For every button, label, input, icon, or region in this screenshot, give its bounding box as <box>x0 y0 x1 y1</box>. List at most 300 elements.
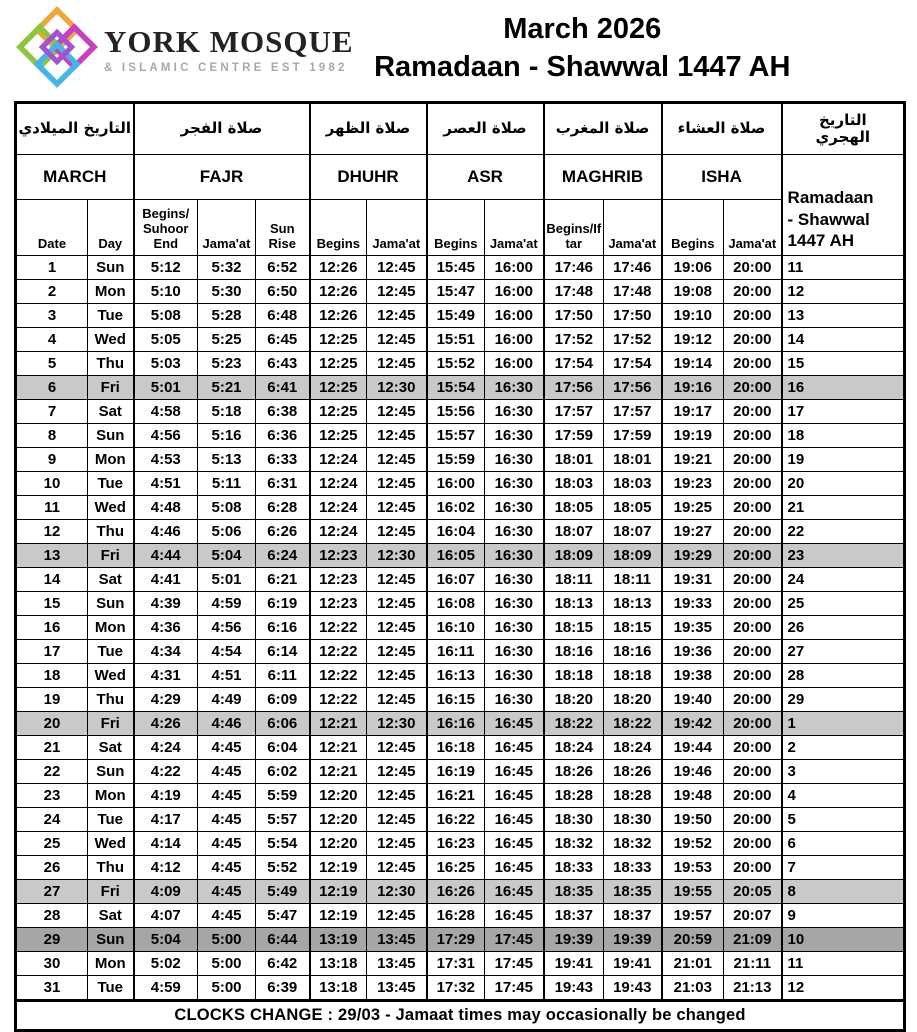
header-isha-jamaat: Jama'at <box>724 200 782 256</box>
cell-isha-begins: 19:10 <box>662 304 724 328</box>
cell-dhuhr-begins: 12:21 <box>310 760 367 784</box>
cell-maghrib-begins: 18:16 <box>544 640 604 664</box>
cell-dhuhr-jamaat: 13:45 <box>367 952 427 976</box>
cell-dhuhr-begins: 12:25 <box>310 424 367 448</box>
cell-sunrise: 6:28 <box>256 496 310 520</box>
cell-asr-jamaat: 16:00 <box>485 256 544 280</box>
cell-dhuhr-begins: 12:22 <box>310 616 367 640</box>
cell-fajr-begins: 4:12 <box>134 856 198 880</box>
cell-day: Tue <box>88 472 134 496</box>
cell-fajr-begins: 4:59 <box>134 976 198 1001</box>
cell-asr-begins: 16:21 <box>427 784 485 808</box>
cell-fajr-jamaat: 5:21 <box>198 376 256 400</box>
cell-sunrise: 5:54 <box>256 832 310 856</box>
cell-isha-begins: 19:23 <box>662 472 724 496</box>
cell-maghrib-jamaat: 18:22 <box>604 712 662 736</box>
cell-maghrib-begins: 18:37 <box>544 904 604 928</box>
cell-sunrise: 6:41 <box>256 376 310 400</box>
cell-date: 5 <box>16 352 88 376</box>
cell-dhuhr-begins: 12:22 <box>310 640 367 664</box>
cell-asr-jamaat: 17:45 <box>485 952 544 976</box>
cell-isha-jamaat: 21:13 <box>724 976 782 1001</box>
cell-dhuhr-begins: 12:22 <box>310 664 367 688</box>
cell-isha-begins: 19:40 <box>662 688 724 712</box>
cell-date: 16 <box>16 616 88 640</box>
cell-maghrib-begins: 18:22 <box>544 712 604 736</box>
table-row <box>16 328 905 352</box>
cell-fajr-jamaat: 5:01 <box>198 568 256 592</box>
cell-fajr-begins: 5:12 <box>134 256 198 280</box>
cell-fajr-begins: 4:07 <box>134 904 198 928</box>
cell-asr-begins: 15:51 <box>427 328 485 352</box>
cell-dhuhr-begins: 12:23 <box>310 568 367 592</box>
table-row <box>16 448 905 472</box>
cell-sunrise: 6:36 <box>256 424 310 448</box>
prayer-timetable <box>14 101 906 1032</box>
cell-isha-jamaat: 20:00 <box>724 784 782 808</box>
cell-fajr-jamaat: 5:00 <box>198 976 256 1001</box>
cell-hijri: 19 <box>782 448 905 472</box>
header-hijri-range-line2: - Shawwal <box>787 209 870 229</box>
cell-asr-begins: 16:26 <box>427 880 485 904</box>
cell-date: 6 <box>16 376 88 400</box>
cell-maghrib-begins: 18:09 <box>544 544 604 568</box>
cell-isha-jamaat: 20:00 <box>724 856 782 880</box>
cell-hijri: 17 <box>782 400 905 424</box>
table-footer <box>16 1001 905 1031</box>
cell-asr-begins: 15:52 <box>427 352 485 376</box>
cell-fajr-jamaat: 5:00 <box>198 952 256 976</box>
cell-day: Thu <box>88 688 134 712</box>
cell-isha-begins: 19:35 <box>662 616 724 640</box>
cell-maghrib-jamaat: 17:48 <box>604 280 662 304</box>
cell-date: 15 <box>16 592 88 616</box>
header-isha-ar: صلاة العشاء <box>662 103 782 155</box>
cell-isha-jamaat: 20:00 <box>724 640 782 664</box>
table-row <box>16 256 905 280</box>
cell-asr-begins: 15:57 <box>427 424 485 448</box>
cell-isha-begins: 19:29 <box>662 544 724 568</box>
cell-isha-jamaat: 20:00 <box>724 256 782 280</box>
table-row <box>16 424 905 448</box>
cell-maghrib-jamaat: 18:05 <box>604 496 662 520</box>
cell-date: 17 <box>16 640 88 664</box>
cell-isha-begins: 19:27 <box>662 520 724 544</box>
cell-fajr-jamaat: 4:46 <box>198 712 256 736</box>
cell-dhuhr-jamaat: 12:45 <box>367 640 427 664</box>
footer-row <box>16 1001 905 1031</box>
cell-maghrib-begins: 17:54 <box>544 352 604 376</box>
cell-day: Wed <box>88 328 134 352</box>
cell-maghrib-jamaat: 18:24 <box>604 736 662 760</box>
cell-isha-jamaat: 20:00 <box>724 544 782 568</box>
header-isha-begins: Begins <box>662 200 724 256</box>
cell-asr-begins: 15:59 <box>427 448 485 472</box>
cell-maghrib-jamaat: 18:35 <box>604 880 662 904</box>
cell-day: Tue <box>88 640 134 664</box>
cell-dhuhr-begins: 12:21 <box>310 736 367 760</box>
cell-asr-jamaat: 16:30 <box>485 568 544 592</box>
logo-text <box>104 20 354 74</box>
table-row <box>16 832 905 856</box>
cell-dhuhr-jamaat: 12:45 <box>367 592 427 616</box>
cell-asr-jamaat: 16:30 <box>485 472 544 496</box>
cell-fajr-jamaat: 4:59 <box>198 592 256 616</box>
cell-dhuhr-begins: 12:25 <box>310 352 367 376</box>
cell-isha-begins: 19:53 <box>662 856 724 880</box>
cell-fajr-begins: 4:24 <box>134 736 198 760</box>
cell-isha-begins: 20:59 <box>662 928 724 952</box>
cell-date: 25 <box>16 832 88 856</box>
cell-hijri: 10 <box>782 928 905 952</box>
cell-isha-begins: 19:31 <box>662 568 724 592</box>
table-row <box>16 568 905 592</box>
cell-isha-jamaat: 20:07 <box>724 904 782 928</box>
cell-hijri: 2 <box>782 736 905 760</box>
cell-dhuhr-jamaat: 12:30 <box>367 880 427 904</box>
cell-asr-begins: 17:32 <box>427 976 485 1001</box>
cell-day: Mon <box>88 448 134 472</box>
cell-dhuhr-jamaat: 12:45 <box>367 568 427 592</box>
header-maghrib-begins: Begins/Iftar <box>544 200 604 256</box>
cell-dhuhr-begins: 12:26 <box>310 280 367 304</box>
cell-asr-jamaat: 16:30 <box>485 448 544 472</box>
cell-isha-begins: 19:33 <box>662 592 724 616</box>
cell-hijri: 11 <box>782 256 905 280</box>
cell-hijri: 7 <box>782 856 905 880</box>
cell-sunrise: 6:50 <box>256 280 310 304</box>
cell-isha-jamaat: 20:00 <box>724 304 782 328</box>
table-row <box>16 928 905 952</box>
header-dhuhr: DHUHR <box>310 155 427 200</box>
table-row <box>16 592 905 616</box>
table-row <box>16 736 905 760</box>
cell-maghrib-jamaat: 18:33 <box>604 856 662 880</box>
cell-isha-begins: 19:25 <box>662 496 724 520</box>
cell-fajr-begins: 5:04 <box>134 928 198 952</box>
cell-maghrib-begins: 18:13 <box>544 592 604 616</box>
cell-maghrib-begins: 18:30 <box>544 808 604 832</box>
header-hijri-range <box>782 155 905 256</box>
cell-dhuhr-jamaat: 12:45 <box>367 352 427 376</box>
table-row <box>16 904 905 928</box>
cell-maghrib-jamaat: 18:20 <box>604 688 662 712</box>
cell-hijri: 26 <box>782 616 905 640</box>
cell-maghrib-jamaat: 18:26 <box>604 760 662 784</box>
cell-date: 19 <box>16 688 88 712</box>
cell-sunrise: 6:21 <box>256 568 310 592</box>
cell-dhuhr-jamaat: 12:45 <box>367 472 427 496</box>
cell-asr-jamaat: 16:45 <box>485 808 544 832</box>
cell-asr-jamaat: 16:00 <box>485 280 544 304</box>
cell-asr-jamaat: 16:00 <box>485 304 544 328</box>
cell-date: 11 <box>16 496 88 520</box>
cell-hijri: 4 <box>782 784 905 808</box>
cell-sunrise: 6:24 <box>256 544 310 568</box>
cell-maghrib-jamaat: 17:59 <box>604 424 662 448</box>
cell-hijri: 16 <box>782 376 905 400</box>
cell-isha-begins: 19:50 <box>662 808 724 832</box>
cell-isha-jamaat: 21:11 <box>724 952 782 976</box>
cell-asr-begins: 15:47 <box>427 280 485 304</box>
cell-asr-jamaat: 16:30 <box>485 496 544 520</box>
header-dhuhr-jamaat: Jama'at <box>367 200 427 256</box>
cell-day: Tue <box>88 808 134 832</box>
cell-hijri: 15 <box>782 352 905 376</box>
table-row <box>16 640 905 664</box>
cell-maghrib-jamaat: 18:32 <box>604 832 662 856</box>
cell-day: Fri <box>88 544 134 568</box>
cell-isha-begins: 19:36 <box>662 640 724 664</box>
cell-maghrib-begins: 18:11 <box>544 568 604 592</box>
cell-maghrib-begins: 18:07 <box>544 520 604 544</box>
cell-fajr-jamaat: 5:25 <box>198 328 256 352</box>
cell-sunrise: 6:48 <box>256 304 310 328</box>
cell-fajr-begins: 5:03 <box>134 352 198 376</box>
cell-maghrib-jamaat: 17:46 <box>604 256 662 280</box>
cell-asr-jamaat: 17:45 <box>485 928 544 952</box>
cell-hijri: 14 <box>782 328 905 352</box>
cell-isha-jamaat: 20:00 <box>724 448 782 472</box>
cell-date: 23 <box>16 784 88 808</box>
header-fajr-ar: صلاة الفجر <box>134 103 310 155</box>
cell-day: Thu <box>88 856 134 880</box>
cell-fajr-begins: 4:36 <box>134 616 198 640</box>
cell-sunrise: 5:57 <box>256 808 310 832</box>
cell-maghrib-jamaat: 18:01 <box>604 448 662 472</box>
cell-isha-begins: 19:21 <box>662 448 724 472</box>
header-maghrib: MAGHRIB <box>544 155 662 200</box>
cell-asr-begins: 16:08 <box>427 592 485 616</box>
cell-day: Mon <box>88 952 134 976</box>
cell-date: 4 <box>16 328 88 352</box>
cell-fajr-begins: 4:14 <box>134 832 198 856</box>
cell-maghrib-begins: 18:26 <box>544 760 604 784</box>
cell-isha-begins: 19:06 <box>662 256 724 280</box>
cell-sunrise: 6:02 <box>256 760 310 784</box>
cell-hijri: 5 <box>782 808 905 832</box>
cell-maghrib-jamaat: 18:30 <box>604 808 662 832</box>
cell-dhuhr-jamaat: 12:45 <box>367 616 427 640</box>
cell-isha-jamaat: 20:00 <box>724 376 782 400</box>
header-hijri-date-ar <box>782 103 905 155</box>
cell-sunrise: 6:38 <box>256 400 310 424</box>
cell-asr-begins: 16:10 <box>427 616 485 640</box>
cell-maghrib-jamaat: 17:52 <box>604 328 662 352</box>
cell-dhuhr-begins: 12:26 <box>310 304 367 328</box>
cell-sunrise: 6:26 <box>256 520 310 544</box>
cell-fajr-begins: 4:46 <box>134 520 198 544</box>
cell-dhuhr-begins: 12:25 <box>310 376 367 400</box>
header-dhuhr-begins: Begins <box>310 200 367 256</box>
cell-day: Wed <box>88 664 134 688</box>
cell-date: 14 <box>16 568 88 592</box>
cell-isha-begins: 19:38 <box>662 664 724 688</box>
cell-maghrib-begins: 17:57 <box>544 400 604 424</box>
cell-isha-jamaat: 20:00 <box>724 400 782 424</box>
cell-dhuhr-begins: 12:21 <box>310 712 367 736</box>
header-fajr-jamaat: Jama'at <box>198 200 256 256</box>
cell-hijri: 21 <box>782 496 905 520</box>
table-row <box>16 616 905 640</box>
cell-sunrise: 6:39 <box>256 976 310 1001</box>
cell-maghrib-begins: 19:43 <box>544 976 604 1001</box>
cell-dhuhr-begins: 12:24 <box>310 520 367 544</box>
cell-asr-begins: 16:00 <box>427 472 485 496</box>
cell-maghrib-begins: 18:01 <box>544 448 604 472</box>
cell-dhuhr-jamaat: 12:45 <box>367 328 427 352</box>
cell-fajr-jamaat: 4:49 <box>198 688 256 712</box>
cell-hijri: 8 <box>782 880 905 904</box>
cell-fajr-jamaat: 4:45 <box>198 832 256 856</box>
cell-isha-begins: 19:14 <box>662 352 724 376</box>
cell-maghrib-begins: 18:15 <box>544 616 604 640</box>
cell-fajr-jamaat: 4:45 <box>198 880 256 904</box>
cell-day: Wed <box>88 496 134 520</box>
cell-maghrib-jamaat: 19:41 <box>604 952 662 976</box>
cell-dhuhr-jamaat: 12:45 <box>367 856 427 880</box>
cell-asr-begins: 16:04 <box>427 520 485 544</box>
cell-date: 13 <box>16 544 88 568</box>
cell-maghrib-begins: 17:52 <box>544 328 604 352</box>
cell-dhuhr-begins: 13:18 <box>310 952 367 976</box>
cell-sunrise: 6:31 <box>256 472 310 496</box>
cell-asr-begins: 17:29 <box>427 928 485 952</box>
cell-dhuhr-begins: 13:19 <box>310 928 367 952</box>
table-row <box>16 400 905 424</box>
cell-day: Sat <box>88 400 134 424</box>
cell-hijri: 23 <box>782 544 905 568</box>
cell-date: 10 <box>16 472 88 496</box>
cell-asr-jamaat: 16:45 <box>485 880 544 904</box>
cell-fajr-jamaat: 5:06 <box>198 520 256 544</box>
cell-day: Sat <box>88 568 134 592</box>
cell-asr-begins: 16:16 <box>427 712 485 736</box>
header-isha: ISHA <box>662 155 782 200</box>
cell-fajr-begins: 4:17 <box>134 808 198 832</box>
cell-sunrise: 6:19 <box>256 592 310 616</box>
cell-dhuhr-jamaat: 12:45 <box>367 664 427 688</box>
cell-fajr-begins: 4:09 <box>134 880 198 904</box>
cell-fajr-jamaat: 4:56 <box>198 616 256 640</box>
cell-dhuhr-jamaat: 12:45 <box>367 280 427 304</box>
cell-maghrib-jamaat: 18:09 <box>604 544 662 568</box>
cell-sunrise: 6:52 <box>256 256 310 280</box>
cell-hijri: 6 <box>782 832 905 856</box>
page-header <box>14 0 903 101</box>
cell-fajr-jamaat: 5:16 <box>198 424 256 448</box>
header-row-arabic <box>16 103 905 155</box>
cell-sunrise: 6:33 <box>256 448 310 472</box>
cell-day: Sat <box>88 736 134 760</box>
cell-date: 8 <box>16 424 88 448</box>
cell-maghrib-begins: 18:20 <box>544 688 604 712</box>
cell-day: Fri <box>88 376 134 400</box>
logo-name: YORK MOSQUE <box>104 24 354 60</box>
cell-asr-begins: 15:54 <box>427 376 485 400</box>
cell-asr-jamaat: 16:00 <box>485 328 544 352</box>
cell-asr-jamaat: 16:30 <box>485 544 544 568</box>
cell-isha-begins: 19:16 <box>662 376 724 400</box>
cell-sunrise: 6:42 <box>256 952 310 976</box>
cell-fajr-jamaat: 5:13 <box>198 448 256 472</box>
cell-maghrib-jamaat: 18:16 <box>604 640 662 664</box>
cell-hijri: 9 <box>782 904 905 928</box>
cell-sunrise: 6:14 <box>256 640 310 664</box>
cell-maghrib-jamaat: 19:39 <box>604 928 662 952</box>
cell-date: 3 <box>16 304 88 328</box>
table-header <box>16 103 905 256</box>
cell-dhuhr-jamaat: 12:30 <box>367 712 427 736</box>
cell-maghrib-jamaat: 18:37 <box>604 904 662 928</box>
cell-maghrib-begins: 18:03 <box>544 472 604 496</box>
cell-fajr-begins: 4:22 <box>134 760 198 784</box>
cell-isha-jamaat: 20:00 <box>724 760 782 784</box>
table-row <box>16 784 905 808</box>
cell-day: Mon <box>88 784 134 808</box>
cell-isha-jamaat: 20:00 <box>724 592 782 616</box>
cell-maghrib-begins: 17:50 <box>544 304 604 328</box>
cell-day: Wed <box>88 832 134 856</box>
cell-maghrib-begins: 18:05 <box>544 496 604 520</box>
cell-fajr-begins: 5:08 <box>134 304 198 328</box>
header-gregorian-date-ar: التاريخ الميلادي <box>16 103 134 155</box>
cell-fajr-jamaat: 5:23 <box>198 352 256 376</box>
cell-sunrise: 5:52 <box>256 856 310 880</box>
cell-asr-begins: 16:23 <box>427 832 485 856</box>
cell-hijri: 24 <box>782 568 905 592</box>
cell-fajr-jamaat: 5:08 <box>198 496 256 520</box>
cell-hijri: 12 <box>782 976 905 1001</box>
cell-dhuhr-jamaat: 12:45 <box>367 448 427 472</box>
cell-fajr-begins: 4:19 <box>134 784 198 808</box>
header-dhuhr-ar: صلاة الظهر <box>310 103 427 155</box>
cell-isha-begins: 19:46 <box>662 760 724 784</box>
table-row <box>16 304 905 328</box>
cell-maghrib-jamaat: 17:56 <box>604 376 662 400</box>
cell-maghrib-begins: 17:56 <box>544 376 604 400</box>
cell-day: Mon <box>88 280 134 304</box>
header-month: MARCH <box>16 155 134 200</box>
cell-sunrise: 6:11 <box>256 664 310 688</box>
cell-day: Sat <box>88 904 134 928</box>
header-asr-jamaat: Jama'at <box>485 200 544 256</box>
cell-fajr-begins: 4:51 <box>134 472 198 496</box>
cell-maghrib-jamaat: 17:54 <box>604 352 662 376</box>
cell-hijri: 11 <box>782 952 905 976</box>
cell-fajr-begins: 4:31 <box>134 664 198 688</box>
cell-maghrib-jamaat: 18:11 <box>604 568 662 592</box>
cell-dhuhr-jamaat: 12:30 <box>367 376 427 400</box>
table-row <box>16 712 905 736</box>
mosque-logo <box>14 0 354 90</box>
cell-isha-begins: 19:17 <box>662 400 724 424</box>
cell-date: 26 <box>16 856 88 880</box>
cell-dhuhr-begins: 12:25 <box>310 328 367 352</box>
cell-fajr-jamaat: 4:54 <box>198 640 256 664</box>
cell-fajr-jamaat: 4:45 <box>198 736 256 760</box>
cell-isha-jamaat: 20:00 <box>724 328 782 352</box>
cell-sunrise: 6:09 <box>256 688 310 712</box>
cell-asr-begins: 15:45 <box>427 256 485 280</box>
cell-fajr-jamaat: 4:45 <box>198 904 256 928</box>
cell-fajr-begins: 4:34 <box>134 640 198 664</box>
table-row <box>16 664 905 688</box>
cell-fajr-begins: 4:58 <box>134 400 198 424</box>
cell-asr-begins: 15:49 <box>427 304 485 328</box>
cell-hijri: 28 <box>782 664 905 688</box>
cell-fajr-begins: 4:44 <box>134 544 198 568</box>
